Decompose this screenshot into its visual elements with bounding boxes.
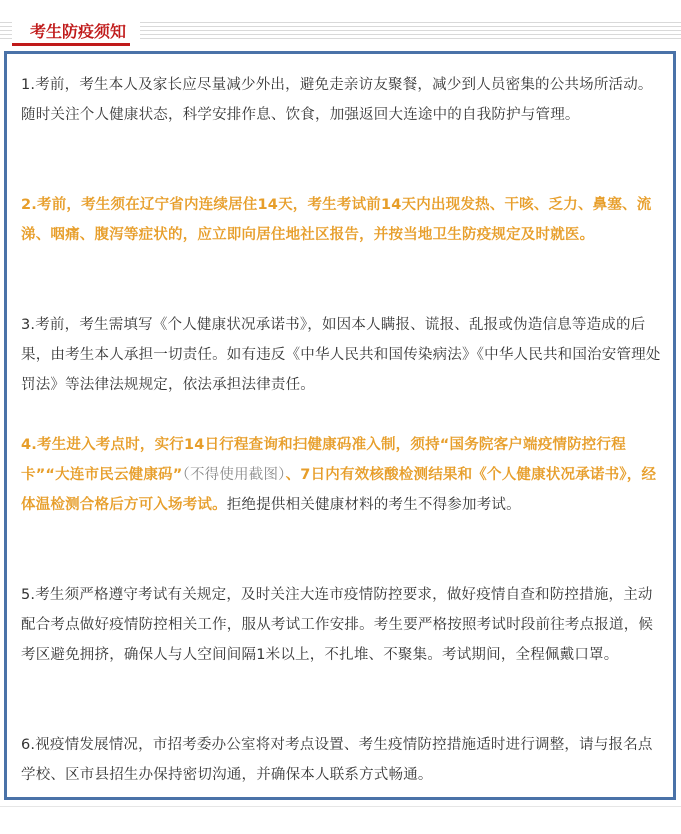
notice-item-2: 2.考前，考生须在辽宁省内连续居住14天，考生考试前14天内出现发热、干咳、乏力、鼻塞、流涕、咽痛、腹泻等症状的，应立即向居住地社区报告，并按当地卫生防疫规定及时就医。	[21, 197, 652, 243]
section-header	[0, 0, 681, 44]
notice-item-4	[21, 430, 661, 520]
notice-item-5: 5.考生须严格遵守考试有关规定，及时关注大连市疫情防控要求，做好疫情自查和防控措施，主动配合考点做好疫情防控相关工作，服从考试工作安排。考生要严格按照考试时段前往考点报道，候考区避免拥挤，确保人与人空间间隔1米以上，不扎堆、不聚集。考试期间，全程佩戴口罩。	[21, 587, 654, 663]
notice-item-3: 3.考前，考生需填写《个人健康状况承诺书》，如因本人瞒报、谎报、乱报或伪造信息等造成的后果，由考生本人承担一切责任。如有违反《中华人民共和国传染病法》《中华人民共和国治安管理处罚法》等法律法规规定，依法承担法律责任。	[21, 317, 661, 393]
notice-item-4-refusal: 拒绝提供相关健康材料的考生不得参加考试。	[226, 497, 521, 513]
notice-item-4-entry-rules: 考生进入考点时，实行14日行程查询和扫健康码准入制，须持“国务院客户端疫情防控行程卡”“大连市民云健康码”	[21, 437, 626, 483]
section-title: 考生防疫须知	[12, 18, 140, 46]
notice-item-4-requirements: 、7日内有效核酸检测结果和《个人健康状况承诺书》，经体温检测合格后方可入场考试。	[21, 467, 657, 513]
notice-item-6: 6.视疫情发展情况，市招考委办公室将对考点设置、考生疫情防控措施适时进行调整，请与报名点学校、区市县招生办保持密切沟通，并确保本人联系方式畅通。	[21, 737, 653, 783]
bottom-divider	[0, 806, 681, 807]
notice-frame	[4, 51, 676, 800]
notice-item-4-number: 4.	[21, 437, 37, 453]
notice-item-1: 1.考前，考生本人及家长应尽量减少外出，避免走亲访友聚餐，减少到人员密集的公共场所活动。随时关注个人健康状态，科学安排作息、饮食，加强返回大连途中的自我防护与管理。	[21, 77, 653, 123]
notice-item-4-note: （不得使用截图）	[182, 467, 286, 483]
